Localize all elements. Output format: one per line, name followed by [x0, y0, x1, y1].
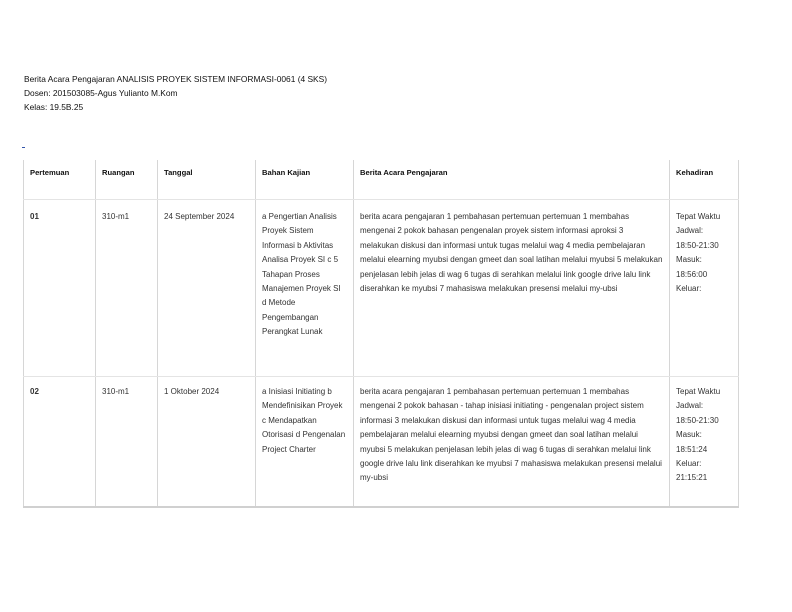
attendance-status: Tepat Waktu	[676, 387, 721, 396]
check-in-value: 18:56:00	[676, 269, 708, 279]
cell-tanggal: 1 Oktober 2024	[158, 377, 256, 508]
check-in-value: 18:51:24	[676, 444, 708, 454]
check-in-label: Masuk:	[676, 430, 702, 440]
cell-kehadiran	[670, 377, 739, 508]
cell-bahan-kajian: a Inisiasi Initiating b Mendefinisikan Proyek c Mendapatkan Otorisasi d Pengenalan Project Charter	[256, 377, 354, 508]
cell-tanggal: 24 September 2024	[158, 200, 256, 377]
col-header-bahan-kajian: Bahan Kajian	[256, 160, 354, 200]
col-header-ruangan: Ruangan	[96, 160, 158, 200]
check-out-value: 21:15:21	[676, 473, 708, 483]
link-marker	[22, 147, 25, 148]
attendance-status: Tepat Waktu	[676, 212, 721, 221]
cell-berita-acara: berita acara pengajaran 1 pembahasan pertemuan pertemuan 1 membahas mengenai 2 pokok bahasan - tahap inisiasi initiating - pengenalan project sistem informasi 3 melakukan diskusi dan informasi untuk tugas melalui wag 4 media pembelajaran melalui elearning myubsi dengan gmeet dan soal latihan melalui myubsi 5 melakukan penjelasan lebih jelas di wag 6 tugas di serahkan melalui link google drive lalu link diserahkan ke myubsi 7 mahasiswa melakukan presensi melalui my-ubsi	[354, 377, 670, 508]
check-out-label: Keluar:	[676, 284, 702, 294]
course-title: Berita Acara Pengajaran ANALISIS PROYEK SISTEM INFORMASI-0061 (4 SKS)	[24, 74, 328, 84]
cell-bahan-kajian: a Pengertian Analisis Proyek Sistem Informasi b Aktivitas Analisa Proyek SI c 5 Tahapan Proses Manajemen Proyek SI d Metode Pengembangan Perangkat Lunak	[256, 200, 354, 377]
attendance-table	[23, 160, 739, 508]
table-row	[24, 377, 739, 508]
schedule-value: 18:50-21:30	[676, 240, 719, 250]
cell-berita-acara: berita acara pengajaran 1 pembahasan pertemuan pertemuan 1 membahas mengenai 2 pokok bahasan pengenalan proyek sistem informasi aproksi 3 melakukan diskusi dan informasi untuk tugas melalui wag 4 media pembelajaran melalui elearning myubsi dengan gmeet dan soal latihan melalui myubsi 5 melakukan penjelasan lebih jelas di wag 6 tugas di serahkan melalui link google drive lalu link diserahkan ke myubsi 7 mahasiswa melakukan presensi melalui my-ubsi	[354, 200, 670, 377]
cell-kehadiran	[670, 200, 739, 377]
schedule-label: Jadwal:	[676, 401, 704, 411]
class-line: Kelas: 19.5B.25	[24, 102, 84, 112]
schedule-value: 18:50-21:30	[676, 415, 719, 425]
col-header-tanggal: Tanggal	[158, 160, 256, 200]
check-in-label: Masuk:	[676, 255, 702, 265]
col-header-pertemuan: Pertemuan	[24, 160, 96, 200]
col-header-berita-acara: Berita Acara Pengajaran	[354, 160, 670, 200]
lecturer-line: Dosen: 201503085-Agus Yulianto M.Kom	[24, 88, 178, 98]
table-row	[24, 200, 739, 377]
check-out-label: Keluar:	[676, 459, 702, 469]
table-header-row	[24, 160, 739, 200]
col-header-kehadiran: Kehadiran	[670, 160, 739, 200]
document-header	[24, 72, 327, 114]
cell-pertemuan: 01	[24, 200, 96, 377]
cell-pertemuan: 02	[24, 377, 96, 508]
schedule-label: Jadwal:	[676, 226, 704, 236]
cell-ruangan: 310-m1	[96, 377, 158, 508]
cell-ruangan: 310-m1	[96, 200, 158, 377]
